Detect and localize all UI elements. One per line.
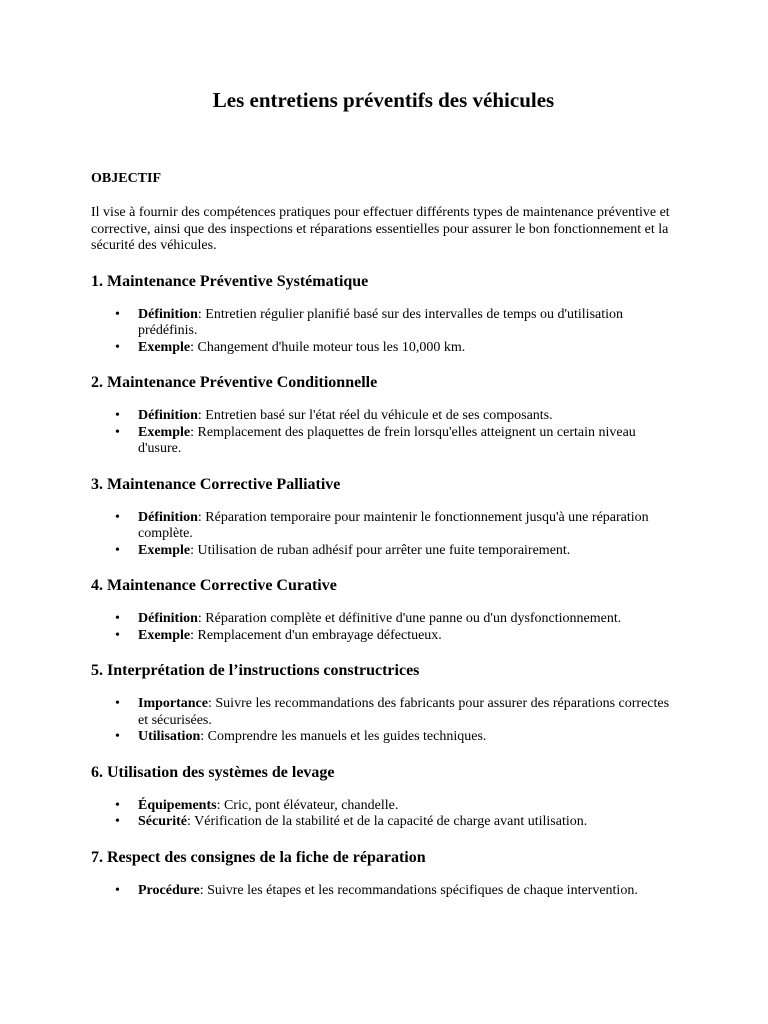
section-1: [91, 272, 676, 357]
bullet-term: Exemple: [138, 339, 191, 355]
bullet-text: : Cric, pont élévateur, chandelle.: [216, 797, 399, 813]
bullet-term: Utilisation: [138, 729, 201, 744]
bullet-text: : Suivre les étapes et les recommandations spécifiques de chaque intervention.: [199, 882, 638, 898]
section-heading: 7. Respect des consignes de la fiche de réparation: [91, 848, 426, 866]
bullet-term: Définition: [138, 408, 198, 423]
bullet-icon: •: [115, 696, 120, 711]
bullet-text: : Réparation complète et définitive d'une panne ou d'un dysfonctionnement.: [197, 611, 622, 626]
bullet-text: : Réparation temporaire pour maintenir le fonctionnement jusqu'à une réparation complète.: [138, 509, 649, 541]
bullet-term: Exemple: [138, 542, 191, 558]
section-heading: 2. Maintenance Préventive Conditionnelle: [91, 374, 378, 391]
list-item: [115, 882, 676, 900]
bullet-text: : Utilisation de ruban adhésif pour arrêter une fuite temporairement.: [190, 542, 571, 558]
list-item: [115, 797, 676, 815]
section-7: [91, 848, 676, 900]
bullet-term: Définition: [138, 611, 198, 626]
bullet-term: Sécurité: [138, 814, 187, 829]
list-item: [115, 696, 676, 729]
bullet-term: Importance: [138, 696, 208, 711]
bullet-list: [91, 307, 676, 357]
list-item: [115, 627, 676, 645]
list-item: [115, 729, 676, 746]
document-title: Les entretiens préventifs des véhicules: [212, 88, 555, 112]
section-6: [91, 763, 676, 831]
bullet-icon: •: [115, 611, 120, 626]
bullet-text: : Changement d'huile moteur tous les 10,000 km.: [190, 339, 466, 355]
bullet-term: Équipements: [138, 797, 217, 813]
section-3: [91, 475, 676, 560]
bullet-text: : Vérification de la stabilité et de la capacité de charge avant utilisation.: [186, 814, 588, 829]
bullet-term: Définition: [138, 306, 198, 322]
list-item: [115, 611, 676, 628]
bullet-term: Exemple: [138, 424, 191, 440]
list-item: [115, 509, 676, 543]
section-heading: 6. Utilisation des systèmes de levage: [91, 763, 335, 781]
bullet-icon: •: [115, 814, 120, 829]
list-item: [115, 339, 676, 357]
bullet-text: : Remplacement d'un embrayage défectueux.: [190, 627, 442, 643]
bullet-list: [91, 611, 676, 644]
bullet-list: [91, 408, 676, 458]
bullet-icon: •: [115, 306, 120, 322]
section-heading: 4. Maintenance Corrective Curative: [91, 577, 337, 594]
section-5: [91, 661, 676, 746]
objective-paragraph: Il vise à fournir des compétences pratiques pour effectuer différents types de maintenance préventive et corrective, ainsi que des inspections et réparations essentielles pour assurer le bon fonctionnement et la sécurité des véhicules.: [91, 205, 670, 253]
list-item: [115, 408, 676, 425]
bullet-list: [91, 798, 676, 831]
bullet-icon: •: [115, 882, 120, 898]
bullet-text: : Entretien régulier planifié basé sur des intervalles de temps ou d'utilisation prédéfinis.: [138, 306, 624, 338]
bullet-text: : Suivre les recommandations des fabricants pour assurer des réparations correctes et sécurisées.: [138, 696, 670, 728]
list-item: [115, 814, 676, 831]
list-item: [115, 306, 676, 340]
bullet-icon: •: [115, 424, 120, 440]
bullet-text: : Entretien basé sur l'état réel du véhicule et de ses composants.: [197, 408, 553, 423]
objective-label: OBJECTIF: [91, 171, 162, 186]
bullet-text: : Comprendre les manuels et les guides techniques.: [200, 729, 487, 744]
bullet-list: [91, 510, 676, 560]
bullet-term: Exemple: [138, 627, 191, 643]
bullet-icon: •: [115, 627, 120, 643]
section-heading: 1. Maintenance Préventive Systématique: [91, 272, 369, 290]
bullet-icon: •: [115, 339, 120, 355]
section-2: [91, 373, 676, 458]
list-item: [115, 424, 676, 458]
bullet-icon: •: [115, 408, 120, 423]
section-heading: 5. Interprétation de l’instructions constructrices: [91, 662, 420, 679]
bullet-icon: •: [115, 509, 120, 525]
section-heading: 3. Maintenance Corrective Palliative: [91, 475, 341, 493]
list-item: [115, 542, 676, 560]
bullet-text: : Remplacement des plaquettes de frein lorsqu'elles atteignent un certain niveau d'usure.: [138, 424, 636, 456]
bullet-term: Procédure: [138, 882, 200, 898]
bullet-icon: •: [115, 797, 120, 813]
bullet-icon: •: [115, 542, 120, 558]
section-4: [91, 576, 676, 644]
bullet-list: [91, 883, 676, 900]
bullet-icon: •: [115, 729, 120, 744]
bullet-term: Définition: [138, 509, 198, 525]
bullet-list: [91, 696, 676, 746]
